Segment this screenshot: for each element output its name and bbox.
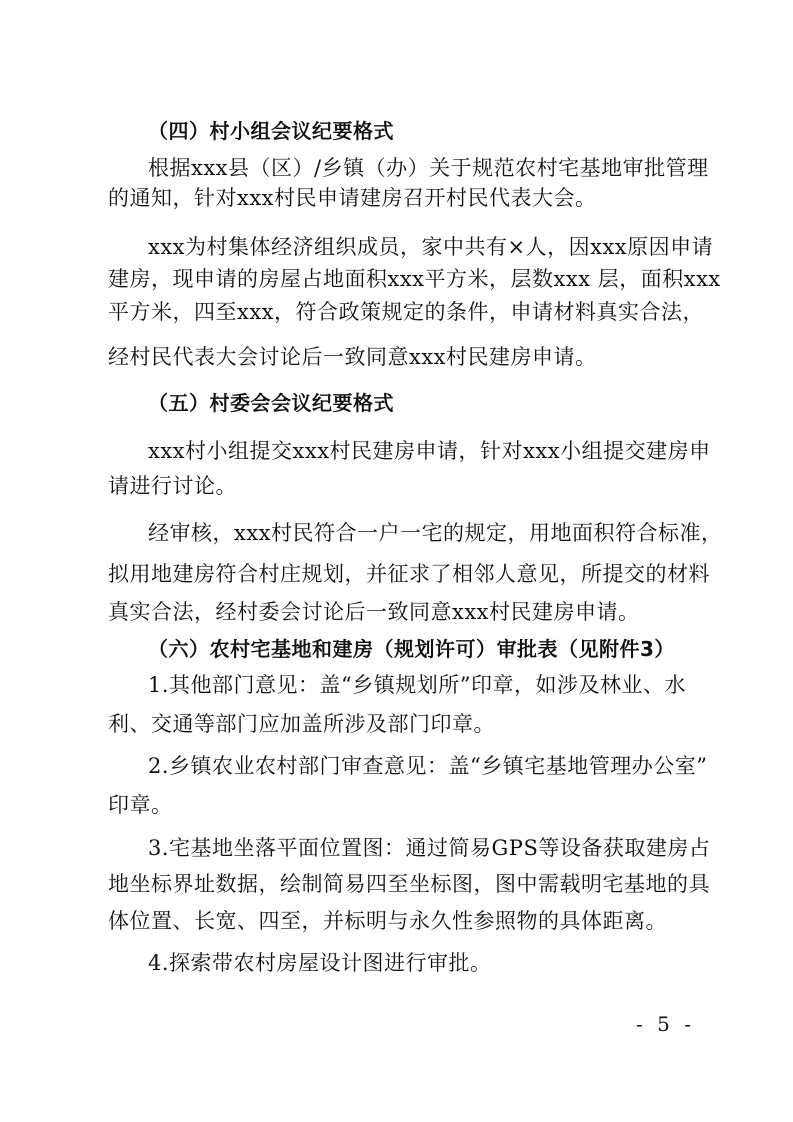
section-4-paragraph-2-line-3: 平方米，四至xxx，符合政策规定的条件，申请材料真实合法， bbox=[108, 300, 705, 324]
section-6-item-1-line-2: 利、交通等部门应加盖所涉及部门印章。 bbox=[108, 712, 495, 736]
section-6-item-2-line-1: 2.乡镇农业农村部门审查意见：盖“乡镇宅基地管理办公室” bbox=[148, 754, 708, 778]
page-number: - 5 - bbox=[636, 1012, 695, 1036]
section-4-paragraph-1-line-2: 的通知，针对xxx村民申请建房召开村民代表大会。 bbox=[108, 186, 597, 210]
section-6-item-4-line-1: 4.探索带农村房屋设计图进行审批。 bbox=[148, 951, 492, 975]
section-5-paragraph-2-line-1: 经审核，xxx村民符合一户一宅的规定，用地面积符合标准， bbox=[148, 521, 723, 545]
section-4-paragraph-2-line-4: 经村民代表大会讨论后一致同意xxx村民建房申请。 bbox=[108, 345, 597, 369]
section-5-paragraph-2-line-3: 真实合法，经村委会讨论后一致同意xxx村民建房申请。 bbox=[108, 600, 640, 624]
section-4-paragraph-1-line-1: 根据xxx县（区）/乡镇（办）关于规范农村宅基地审批管理 bbox=[148, 156, 709, 180]
section-4-paragraph-2-line-1: xxx为村集体经济组织成员，家中共有×人，因xxx原因申请 bbox=[148, 235, 714, 259]
section-5-paragraph-2-line-2: 拟用地建房符合村庄规划，并征求了相邻人意见，所提交的材料 bbox=[108, 562, 710, 586]
section-5-paragraph-1-line-1: xxx村小组提交xxx村民建房申请，针对xxx小组提交建房申 bbox=[148, 439, 711, 463]
section-6-item-3-line-3: 体位置、长宽、四至，并标明与永久性参照物的具体距离。 bbox=[108, 909, 667, 933]
section-6-item-3-line-1: 3.宅基地坐落平面位置图：通过简易GPS等设备获取建房占 bbox=[148, 836, 711, 860]
section-5-heading: （五）村委会会议纪要格式 bbox=[148, 391, 394, 415]
section-6-heading: （六）农村宅基地和建房（规划许可）审批表（见附件3） bbox=[148, 637, 675, 661]
section-6-item-1-line-1: 1.其他部门意见：盖“乡镇规划所”印章，如涉及林业、水 bbox=[148, 673, 687, 697]
section-5-paragraph-1-line-2: 请进行讨论。 bbox=[108, 474, 237, 498]
section-4-heading: （四）村小组会议纪要格式 bbox=[148, 119, 394, 143]
section-6-item-3-line-2: 地坐标界址数据，绘制简易四至坐标图，图中需载明宅基地的具 bbox=[108, 872, 710, 896]
section-4-paragraph-2-line-2: 建房，现申请的房屋占地面积xxx平方米，层数xxx 层，面积xxx bbox=[108, 267, 721, 291]
section-6-item-2-line-2: 印章。 bbox=[108, 793, 173, 817]
